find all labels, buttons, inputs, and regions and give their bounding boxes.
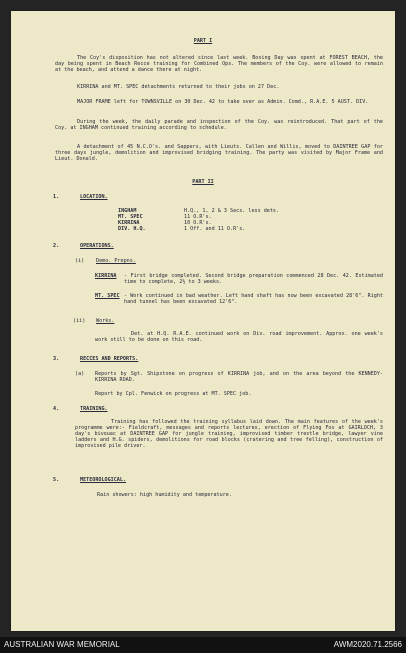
location-detail: 1 Off. and 11 O.R's. (184, 226, 246, 232)
section-3-number: 3. (53, 356, 60, 362)
section-1-title: LOCATION. (80, 194, 108, 200)
section-4-number: 4. (53, 406, 60, 412)
ops-item-ii-label: (ii) (73, 318, 86, 324)
part-one-para-5: A detachment of 45 N.C.O's. and Sappers, with Lieuts. Callen and Willis, moved to DAINTREE GAP for three days jungle, demolition and improvised bridging training. The party was visited by Major Frame and Lieut. Donald. (55, 144, 383, 162)
recce-item-a-text: Reports by Sgt. Shipstone on progress of KIRRINA job, and on the area beyond the KENNEDY-KIRRINA ROAD. (95, 371, 383, 383)
kirrina-text: - First bridge completed. Second bridge preparation commenced 28 Dec. 42. Estimated time to complete, 2½ to 3 weeks. (124, 273, 383, 285)
works-text: Det. at H.Q. R.A.E. continued work on Div. road improvement. Approx. one week's work still to be done on this road. (95, 331, 383, 343)
section-4-title: TRAINING. (80, 406, 108, 412)
section-1-number: 1. (53, 194, 60, 200)
mt-spec-text: - Work continued in bad weather. Left hand shaft has now been excavated 28'6". Right hand tunnel has been excavated 12'6". (124, 293, 383, 305)
recce-item-b-text: Report by Cpl. Fenwick on progress at MT. SPEC job. (95, 391, 252, 397)
ops-item-i-title: Demo. Prepns. (96, 258, 136, 264)
part-one-para-2: KIRRINA and MT. SPEC detachments returned to their jobs on 27 Dec. (77, 84, 280, 90)
mt-spec-label: MT. SPEC (95, 293, 120, 299)
section-5-number: 5. (53, 477, 60, 483)
ops-item-i-label: (i) (75, 258, 85, 264)
section-2-title: OPERATIONS. (80, 243, 114, 249)
part-one-para-1: The Coy's disposition has not altered since last week. Boxing Day was spent at FOREST BEACH, the day being spent in Beach Recce training for Combined Ops. The members of the Coy. were allowed to remain at the beach, and attend a dance there at night. (55, 55, 383, 73)
ops-item-ii-title: Works. (96, 318, 115, 324)
footer-institution: AUSTRALIAN WAR MEMORIAL (4, 640, 120, 649)
location-detail: H.Q., 1, 2 & 3 Secs. less dets. (184, 208, 280, 214)
kirrina-label: KIRRINA (95, 273, 117, 279)
section-5-title: METEOROLOGICAL. (80, 477, 127, 483)
meteorological-text: Rain showers: high humidity and temperature. (97, 492, 232, 498)
training-text: Training has followed the training syllabus laid down. The main features of the week's programme were:- Fieldcraft, messages and reports lectures, erection of Flying Fox at GAIRLOCH, 3 day's bivouac at DAINTREE GAP for jungle training, improvised timber trestle bridge, lawyer vine ladders and H.G. spiders, demolitions for road blocks (cratering and tree felling), construction of improvised pile driver. (75, 419, 383, 449)
location-place: MT. SPEC (118, 214, 143, 220)
section-3-title: RECCES AND REPORTS. (80, 356, 139, 362)
location-place: INGHAM (118, 208, 137, 214)
footer-accession-number: AWM2020.71.2566 (333, 640, 402, 649)
recce-item-a-label: (a) (75, 371, 85, 377)
location-detail: 10 O.R's. (184, 220, 212, 226)
footer-bar (0, 637, 406, 653)
section-2-number: 2. (53, 243, 60, 249)
document-page (11, 11, 395, 631)
location-place: DIV. H.Q. (118, 226, 146, 232)
part-one-heading: PART I (193, 38, 213, 44)
location-place: KIRRINA (118, 220, 140, 226)
part-one-para-4: During the week, the daily parade and inspection of the Coy. was reintroduced. That part of the Coy. at INGHAM continued training according to schedule. (55, 119, 383, 131)
location-detail: 11 O.R's. (184, 214, 212, 220)
part-one-para-3: MAJOR FRAME left for TOWNSVILLE on 30 Dec. 42 to take over as Admin. Comd., R.A.E. 5 AUST. DIV. (77, 99, 369, 105)
part-two-heading: PART II (192, 179, 214, 185)
